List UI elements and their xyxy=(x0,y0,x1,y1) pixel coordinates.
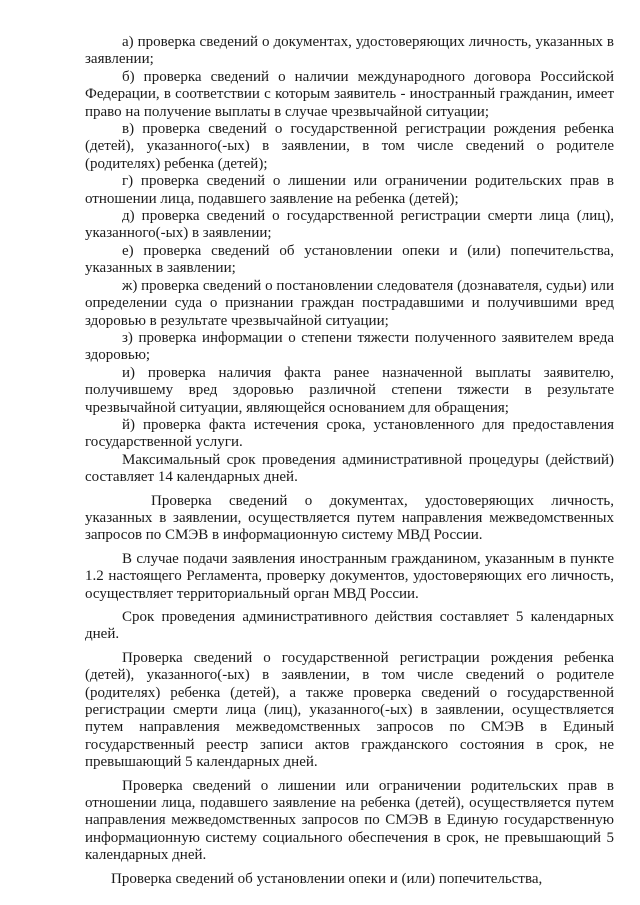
list-item-b: б) проверка сведений о наличии международного договора Российской Федерации, в соответствии с которым заявитель - иностранный гражданин, имеет право на получение выплаты в случае чрезвычайной ситуации; xyxy=(85,68,614,120)
list-item-d: д) проверка сведений о государственной регистрации смерти лица (лиц), указанного(-ых) в заявлении; xyxy=(85,208,614,242)
list-item-z: з) проверка информации о степени тяжести полученного заявителем вреда здоровью; xyxy=(85,329,614,364)
list-item-j: й) проверка факта истечения срока, установленного для предоставления государственной услуги. xyxy=(85,416,614,451)
paragraph-parental-rights-check: Проверка сведений о лишении или ограничении родительских прав в отношении лица, подавшего заявление на ребенка (детей), осуществляется путем направления межведомственных запросов по СМЭВ в Единую государственную информационную систему социального обеспечения в срок, не превышающий 5 календарных дней. xyxy=(85,777,614,864)
list-item-g: г) проверка сведений о лишении или ограничении родительских прав в отношении лица, подавшего заявление на ребенка (детей); xyxy=(85,173,614,207)
paragraph-birth-death-check: Проверка сведений о государственной регистрации рождения ребенка (детей), указанного(-ых) в заявлении, в том числе сведений о родителе (родителях) ребенка (детей), а также проверка сведений о государственной регистрации смерти лица (лиц), указанного(-ых) в заявлении, осуществляется путем направления межведомственных запросов по СМЭВ в Единый государственный реестр записи актов гражданского состояния в срок, не превышающий 5 календарных дней. xyxy=(85,649,614,771)
paragraph-action-term: Срок проведения административного действия составляет 5 календарных дней. xyxy=(85,609,614,643)
paragraph-foreign-citizen: В случае подачи заявления иностранным гражданином, указанным в пункте 1.2 настоящего Регламента, проверку документов, удостоверяющих его личность, осуществляет территориальный орган МВД России. xyxy=(85,550,614,602)
list-item-v: в) проверка сведений о государственной регистрации рождения ребенка (детей), указанного(-ых) в заявлении, в том числе сведений о родителе (родителях) ребенка (детей); xyxy=(85,121,614,172)
list-item-a: а) проверка сведений о документах, удостоверяющих личность, указанных в заявлении; xyxy=(85,34,614,68)
list-item-zh: ж) проверка сведений о постановлении следователя (дознавателя, судьи) или определении суда о признании граждан пострадавшими и получившими вред здоровью в результате чрезвычайной ситуации; xyxy=(85,277,614,329)
paragraph-guardianship-check: Проверка сведений об установлении опеки и (или) попечительства, xyxy=(111,870,543,887)
list-item-i: и) проверка наличия факта ранее назначенной выплаты заявителю, получившему вред здоровью различной степени тяжести в результате чрезвычайной ситуации, являющейся основанием для обращения; xyxy=(85,364,614,416)
paragraph-identity-check: Проверка сведений о документах, удостоверяющих личность, указанных в заявлении, осуществляется путем направления межведомственных запросов по СМЭВ в информационную систему МВД России. xyxy=(85,492,614,544)
list-item-e: е) проверка сведений об установлении опеки и (или) попечительства, указанных в заявлении; xyxy=(85,242,614,277)
paragraph-max-term: Максимальный срок проведения административной процедуры (действий) составляет 14 календарных дней. xyxy=(85,451,614,486)
